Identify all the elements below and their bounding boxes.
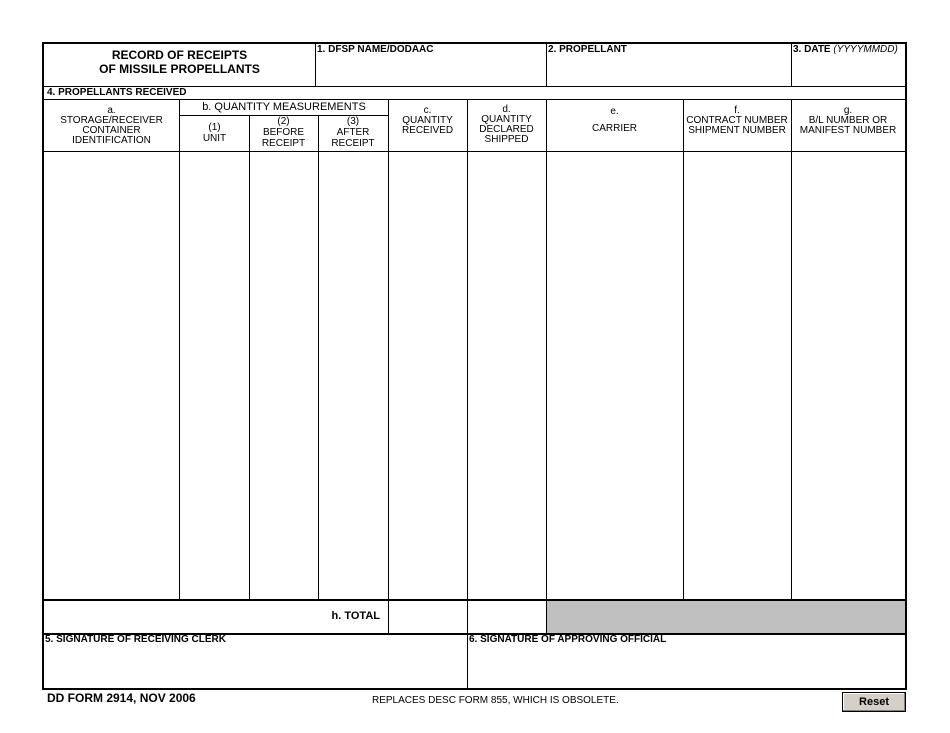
total-c-field[interactable] — [389, 601, 466, 632]
propellant-field[interactable] — [547, 57, 790, 85]
col-b3-line1: AFTER — [336, 127, 370, 138]
col-f-line1: CONTRACT NUMBER — [686, 115, 788, 126]
col-d-line2: DECLARED — [479, 124, 534, 135]
col-vline-c-d — [467, 99, 468, 688]
col-f-entry-area[interactable] — [684, 152, 790, 598]
header-vline-3 — [791, 44, 792, 86]
col-e-entry-area[interactable] — [547, 152, 682, 598]
approving-official-label: 6. SIGNATURE OF APPROVING OFFICIAL — [469, 634, 667, 645]
col-vline-b2-b3 — [318, 115, 319, 599]
col-d-header — [467, 105, 546, 145]
col-b2-line2: RECEIPT — [261, 138, 306, 149]
col-c-letter: c. — [423, 105, 432, 116]
col-b1-label: UNIT — [202, 133, 227, 144]
dfsp-name-field[interactable] — [316, 57, 545, 85]
col-vline-b-c — [388, 99, 389, 633]
column-header-divider — [44, 151, 905, 152]
col-a-line3: IDENTIFICATION — [72, 135, 151, 146]
col-b-header: b. QUANTITY MEASUREMENTS — [202, 101, 366, 113]
col-b3-number: (3) — [346, 116, 360, 127]
section4-divider — [44, 99, 905, 100]
col-b2-header — [249, 116, 318, 149]
date-label-text: 3. DATE — [793, 44, 834, 55]
date-format-hint: (YYYYMMDD) — [833, 44, 898, 55]
date-label — [793, 44, 898, 55]
header-vline-1 — [315, 44, 316, 86]
col-c-line1: QUANTITY — [402, 115, 453, 126]
approving-official-signature-field[interactable] — [468, 648, 905, 688]
col-b1-number: (1) — [208, 122, 221, 133]
col-b2-line1: BEFORE — [262, 127, 305, 138]
col-b2-entry-area[interactable] — [250, 152, 318, 598]
col-g-header — [791, 106, 905, 136]
col-c-line2: RECEIVED — [401, 125, 454, 136]
form-number: DD FORM 2914, NOV 2006 — [47, 691, 196, 705]
form-border-bottom — [42, 688, 907, 690]
col-b1-header — [180, 122, 249, 144]
col-e-letter: e. — [610, 106, 619, 117]
col-d-line3: SHIPPED — [484, 134, 529, 145]
replaces-note: REPLACES DESC FORM 855, WHICH IS OBSOLETE. — [372, 695, 619, 706]
receiving-clerk-label: 5. SIGNATURE OF RECEIVING CLERK — [45, 634, 226, 645]
header-vline-2 — [546, 44, 547, 86]
col-c-entry-area[interactable] — [389, 152, 466, 598]
col-e-line1: CARRIER — [591, 123, 637, 134]
col-b3-entry-area[interactable] — [319, 152, 387, 598]
col-d-letter: d. — [502, 104, 511, 115]
col-f-line2: SHIPMENT NUMBER — [688, 125, 786, 136]
section4-label: 4. PROPELLANTS RECEIVED — [47, 87, 187, 98]
reset-button[interactable]: Reset — [842, 692, 906, 712]
col-b3-line2: RECEIPT — [331, 138, 375, 149]
form-border-right — [905, 42, 907, 690]
col-vline-e-f — [683, 99, 684, 599]
total-row-top — [44, 599, 905, 601]
col-d-entry-area[interactable] — [468, 152, 545, 598]
col-a-entry-area[interactable] — [45, 152, 179, 598]
col-a-header — [44, 106, 179, 146]
col-vline-f-g — [791, 99, 792, 599]
total-shaded-area — [547, 601, 906, 633]
col-vline-d-e — [546, 99, 547, 633]
form-title-line2: OF MISSILE PROPELLANTS — [99, 62, 260, 76]
col-g-entry-area[interactable] — [792, 152, 905, 598]
date-field[interactable] — [792, 57, 905, 85]
col-c-header — [388, 106, 467, 136]
col-a-line1: STORAGE/RECEIVER — [60, 115, 163, 126]
form-title — [44, 48, 315, 76]
col-f-header — [683, 106, 791, 136]
form-border-top — [42, 42, 907, 44]
receiving-clerk-signature-field[interactable] — [45, 648, 466, 688]
col-g-letter: g. — [843, 105, 853, 116]
col-vline-b1-b2 — [249, 115, 250, 599]
propellant-label: 2. PROPELLANT — [548, 44, 627, 55]
col-b2-number: (2) — [277, 116, 290, 127]
col-vline-a-b — [179, 99, 180, 599]
col-b1-entry-area[interactable] — [180, 152, 249, 598]
total-label: h. TOTAL — [331, 610, 380, 622]
col-a-letter: a. — [107, 105, 116, 116]
col-b3-header — [318, 116, 388, 149]
col-d-line1: QUANTITY — [481, 114, 532, 125]
dfsp-name-label: 1. DFSP NAME/DODAAC — [317, 44, 434, 55]
form-title-line1: RECORD OF RECEIPTS — [111, 48, 248, 62]
col-g-line2: MANIFEST NUMBER — [799, 125, 897, 136]
col-a-line2: CONTAINER — [82, 125, 141, 136]
col-e-header — [546, 106, 683, 134]
total-d-field[interactable] — [468, 601, 545, 632]
col-g-line1: B/L NUMBER OR — [808, 115, 888, 126]
col-f-letter: f. — [734, 105, 740, 116]
